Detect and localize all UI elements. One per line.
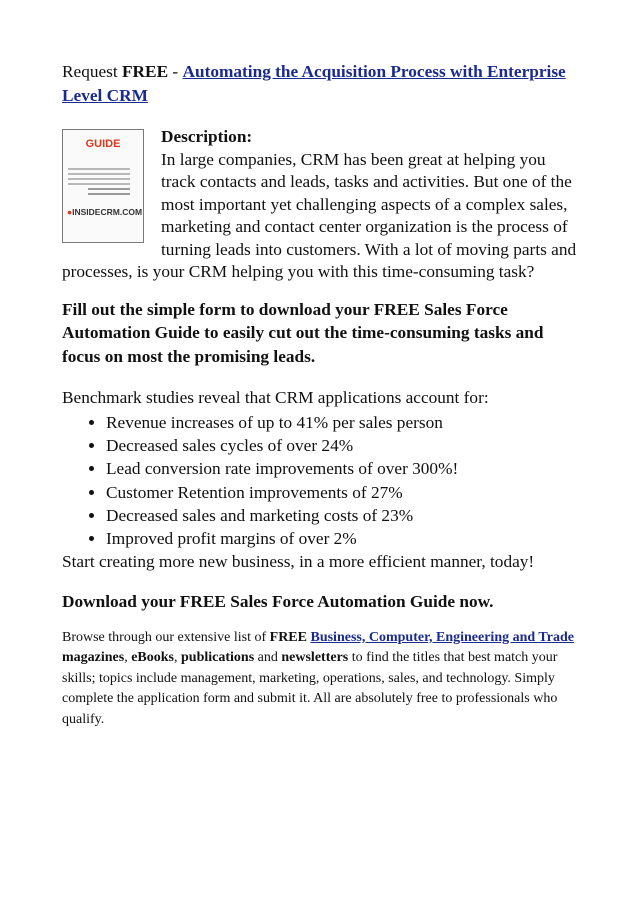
browse-intro: Browse through our extensive list of xyxy=(62,629,270,645)
request-dash: - xyxy=(168,62,183,81)
benchmark-list xyxy=(62,411,582,550)
request-line xyxy=(62,60,582,108)
guide-label: GUIDE xyxy=(85,138,121,150)
request-prefix: Request xyxy=(62,62,122,81)
description-body: In large companies, CRM has been great at helping you track contacts and leads, tasks and activities. But one of the most important yet challenging aspects of a complex sales, marketing and contact center organization is the process of turning leads into customers. With a lot of moving parts and processes, is your CRM helping you with this time-consuming task? xyxy=(62,149,577,281)
benchmark-intro: Benchmark studies reveal that CRM applications account for: xyxy=(62,388,489,407)
start-creating-text: Start creating more new business, in a more efficient manner, today! xyxy=(62,552,535,572)
categories-link[interactable]: Business, Computer, Engineering and Trade xyxy=(310,629,574,645)
browse-free: FREE xyxy=(269,629,307,645)
logo-text: INSIDECRM.COM xyxy=(72,207,143,217)
list-item: • Customer Retention improvements of 27% xyxy=(106,481,582,504)
description-block xyxy=(62,126,582,284)
cover-text-lines xyxy=(68,168,130,198)
request-free: FREE xyxy=(122,62,169,81)
list-item: • Lead conversion rate improvements of over 300%! xyxy=(106,457,582,480)
description-heading: Description: xyxy=(161,127,253,146)
guide-cover-thumbnail[interactable] xyxy=(62,129,144,243)
list-item: • Improved profit margins of over 2% xyxy=(106,527,582,550)
list-item: • Decreased sales and marketing costs of 23% xyxy=(106,504,582,527)
ebooks-label: eBooks xyxy=(131,650,175,666)
call-to-action: Fill out the simple form to download your FREE Sales Force Automation Guide to easily cut out the time-consuming tasks and focus on most the promising leads. xyxy=(62,299,544,366)
list-item: • Revenue increases of up to 41% per sales person xyxy=(106,411,582,434)
browse-paragraph: Browse through our extensive list of FREE Business, Computer, Engineering and Trade magazines, eBooks, publications and newsletters to find the titles that best match your skills; topics include management, marketing, operations, sales, and technology. Simply complete the application form and submit it. All are absolutely free to professionals who qualify. xyxy=(62,629,574,727)
download-heading: Download your FREE Sales Force Automation Guide now. xyxy=(62,591,494,611)
list-item: • Decreased sales cycles of over 24% xyxy=(106,434,582,457)
document-content xyxy=(62,60,582,730)
logo-mark-icon: ● xyxy=(67,207,73,217)
insidecrm-logo xyxy=(67,201,142,224)
request-title-link[interactable]: Automating the Acquisition Process with Enterprise Level CRM xyxy=(62,62,566,105)
publications-label: publications xyxy=(181,650,255,666)
magazines-label: magazines xyxy=(62,650,125,666)
newsletters-label: newsletters xyxy=(281,650,349,666)
browse-rest: to find the titles that best match your skills; topics include management, marketing, operations, sales, and technology. Simply complete the application form and submit it. All are absolutely free to professionals who qualify. xyxy=(62,650,558,727)
